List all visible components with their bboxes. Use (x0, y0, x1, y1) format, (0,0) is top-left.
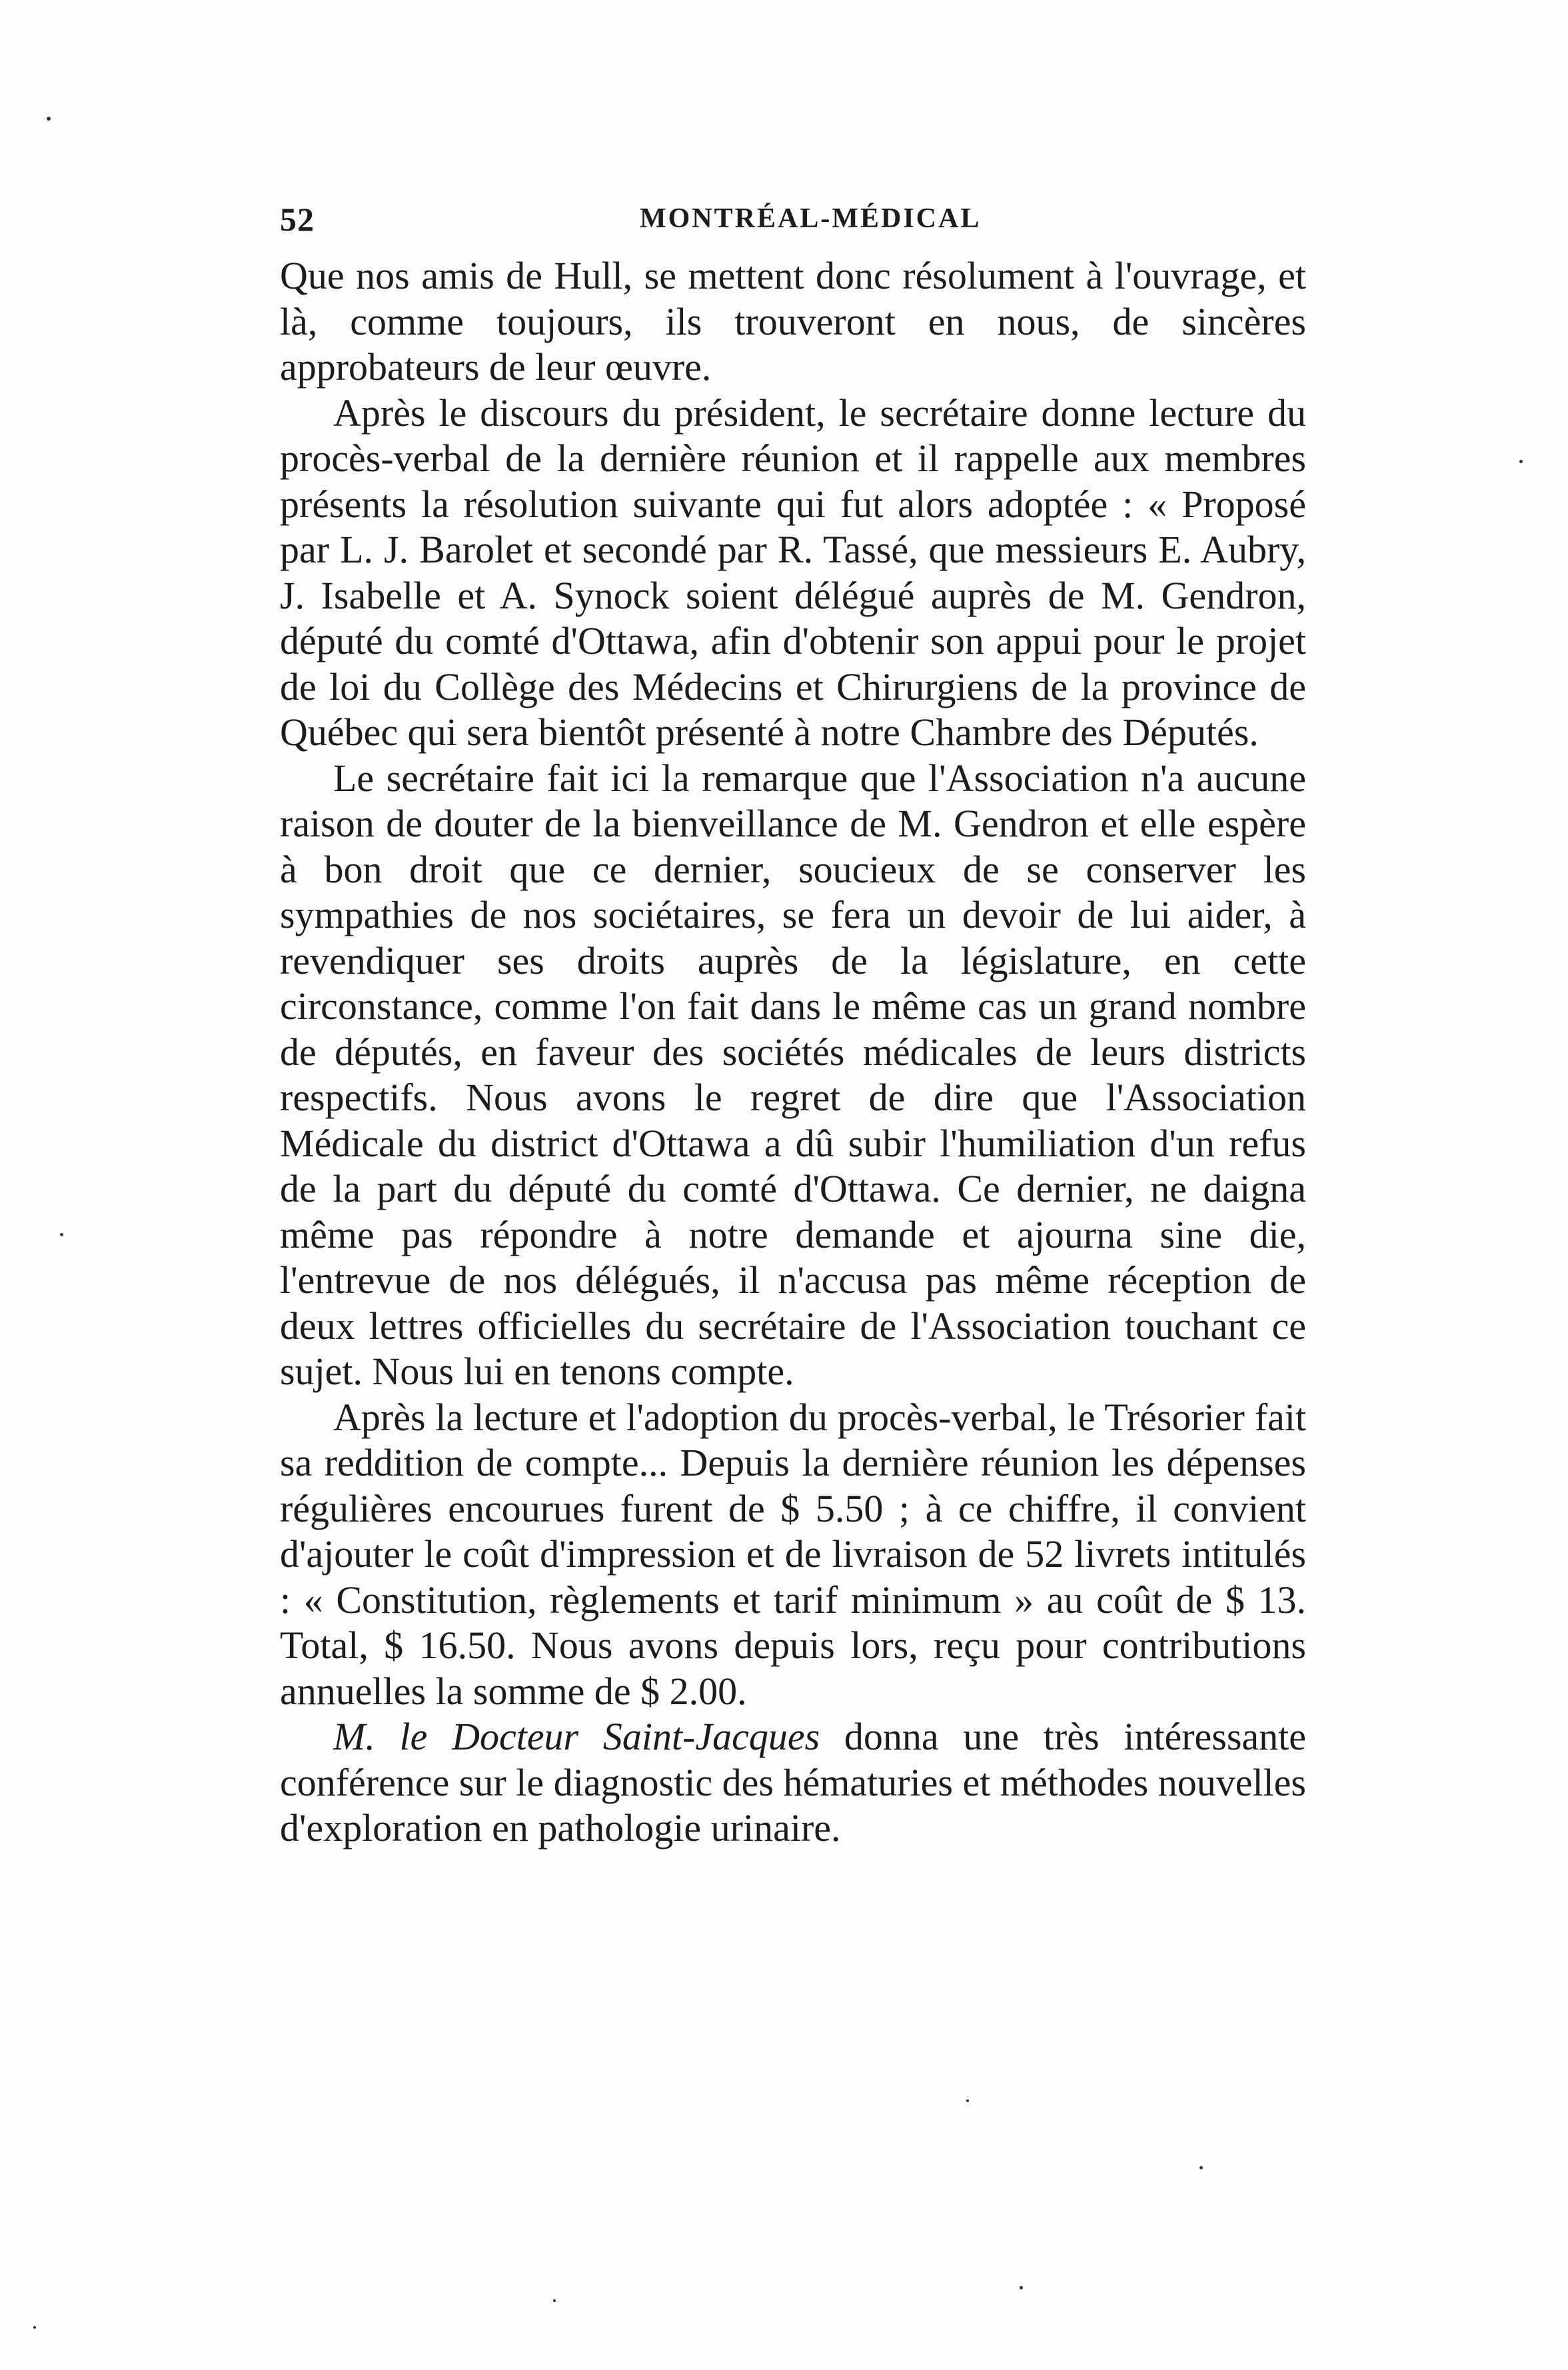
scan-speck (33, 2326, 36, 2329)
paragraph-5 (280, 1714, 1306, 1851)
scan-speck (553, 2299, 556, 2302)
page-header (280, 200, 1306, 253)
paragraph-4: Après la lecture et l'adoption du procès-verbal, le Trésorier fait sa reddition de compte... Depuis la dernière réunion les dépenses régulières encourues furent de $ 5.50 ; à ce chiffre, il convient d'ajouter le coût d'impression et de livraison de 52 livrets intitulés : « Constitution, règlements et tarif minimum » au coût de $ 13. Total, $ 16.50. Nous avons depuis lors, reçu pour contributions annuelles la somme de $ 2.00. (280, 1395, 1306, 1713)
page-number: 52 (280, 201, 315, 238)
scan-speck (1199, 2166, 1203, 2169)
scan-speck (47, 117, 51, 121)
paragraph-5-text: donna une très intéressante conférence sur le diagnostic des hématuries et méthodes nouvelles d'exploration en pathologie urinaire. (280, 1715, 1306, 1849)
scan-speck (1519, 460, 1523, 463)
scan-speck (60, 1233, 63, 1236)
paragraph-3: Le secrétaire fait ici la remarque que l'Association n'a aucune raison de douter de la bienveillance de M. Gendron et elle espère à bon droit que ce dernier, soucieux de se conserver les sympathies de nos sociétaires, se fera un devoir de lui aider, à revendiquer ses droits auprès de la législature, en cette circonstance, comme l'on fait dans le même cas un grand nombre de députés, en faveur des sociétés médicales de leurs districts respectifs. Nous avons le regret de dire que l'Association Médicale du district d'Ottawa a dû subir l'humiliation d'un refus de la part du député du comté d'Ottawa. Ce dernier, ne daigna même pas répondre à notre demande et ajourna sine die, l'entrevue de nos délégués, il n'accusa pas même réception de deux lettres officielles du secrétaire de l'Association touchant ce sujet. Nous lui en tenons compte. (280, 756, 1306, 1393)
scan-speck (1020, 2286, 1023, 2289)
paragraph-2: Après le discours du président, le secrétaire donne lecture du procès-verbal de la dernière réunion et il rappelle aux membres présents la résolution suivante qui fut alors adoptée : « Proposé par L. J. Barolet et secondé par R. Tassé, que messieurs E. Aubry, J. Isabelle et A. Synock soient délégué auprès de M. Gendron, député du comté d'Ottawa, afin d'obtenir son appui pour le projet de loi du Collège des Médecins et Chirurgiens de la province de Québec qui sera bientôt présenté à notre Chambre des Députés. (280, 391, 1306, 754)
scan-speck (966, 2099, 969, 2102)
body-text (280, 253, 1306, 1851)
paragraph-1: Que nos amis de Hull, se mettent donc résolument à l'ouvrage, et là, comme toujours, ils trouveront en nous, de sincères approbateurs de leur œuvre. (280, 254, 1306, 389)
running-title: MONTRÉAL-MÉDICAL (640, 203, 982, 234)
speaker-name: M. le Docteur Saint-Jacques (333, 1715, 820, 1758)
